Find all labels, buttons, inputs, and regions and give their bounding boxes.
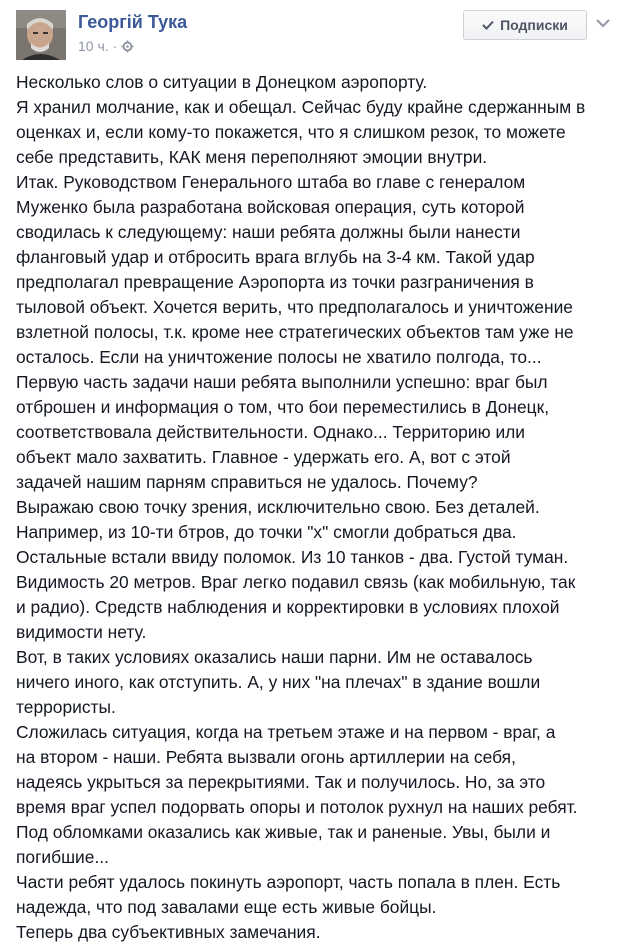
post-text-line: предполагал превращение Аэропорта из точки разграничения в xyxy=(16,272,534,292)
post-text-line: Несколько слов о ситуации в Донецком аэропорту. xyxy=(16,72,428,92)
post-text-line: Например, из 10-ти бтров, до точки "х" смогли добраться два. xyxy=(16,522,517,542)
post-text-line: Выражаю свою точку зрения, исключительно свою. Без деталей. xyxy=(16,497,540,517)
post-text-line: тыловой объект. Хочется верить, что предполагалось и уничтожение xyxy=(16,297,573,317)
post-text-line: Под обломками оказались как живые, так и раненые. Увы, были и xyxy=(16,822,551,842)
post-text-line: погибшие... xyxy=(16,847,109,867)
post-text-line: террористы. xyxy=(16,697,116,717)
post-text-line: отброшен и информация о том, что бои переместились в Донецк, xyxy=(16,397,550,417)
post-text-line: фланговый удар и отбросить врага вглубь на 3-4 км. Такой удар xyxy=(16,247,535,267)
post-timestamp[interactable]: 10 ч. xyxy=(78,38,109,54)
check-icon xyxy=(482,17,494,33)
avatar[interactable] xyxy=(16,10,66,60)
post-text-line: Вот, в таких условиях оказались наши парни. Им не оставалось xyxy=(16,647,533,667)
post-body-text xyxy=(16,70,614,945)
post-header xyxy=(14,10,610,62)
post-text-line: время враг успел подорвать опоры и потолок рухнул на наших ребят. xyxy=(16,797,578,817)
post-text-line: сводилась к следующему: наши ребята должны были нанести xyxy=(16,222,521,242)
post-text-line: Я хранил молчание, как и обещал. Сейчас буду крайне сдержанным в xyxy=(16,97,586,117)
post-text-line: объект мало захватить. Главное - удержать его. А, вот с этой xyxy=(16,447,511,467)
post-text-line: и радио). Средств наблюдения и корректировки в условиях плохой xyxy=(16,597,560,617)
post-text-line: Части ребят удалось покинуть аэропорт, часть попала в плен. Есть xyxy=(16,872,561,892)
post-text-line: взлетной полосы, т.к. кроме нее стратегических объектов там уже не xyxy=(16,322,574,342)
meta-separator: · xyxy=(112,38,118,54)
subscriptions-label: Подписки xyxy=(500,17,568,33)
subscriptions-button[interactable] xyxy=(463,10,587,40)
chevron-down-icon[interactable] xyxy=(592,12,614,34)
post-text-line: Теперь два субъективных замечания. xyxy=(16,922,321,942)
post-text-line: себе представить, КАК меня переполняют эмоции внутри. xyxy=(16,147,488,167)
post-text-line: Остальные встали ввиду поломок. Из 10 танков - два. Густой туман. xyxy=(16,547,569,567)
post-meta xyxy=(78,38,134,56)
avatar-image xyxy=(16,10,66,60)
post-text-line: Видимость 20 метров. Враг легко подавил связь (как мобильную, так xyxy=(16,572,576,592)
author-name[interactable]: Георгій Тука xyxy=(78,12,188,32)
post-text-line: видимости нету. xyxy=(16,622,147,642)
post-text-line: задачей нашим парням справиться не удалось. Почему? xyxy=(16,472,478,492)
post-text-line: соответствовала действительности. Однако... Территорию или xyxy=(16,422,526,442)
post-text-line: надежда, что под завалами еще есть живые бойцы. xyxy=(16,897,437,917)
post-text-line: ничего иного, как отступить. А, у них "на плечах" в здание вошли xyxy=(16,672,541,692)
post-text-line: Итак. Руководством Генерального штаба во главе с генералом xyxy=(16,172,526,192)
post-text-line: Сложилась ситуация, когда на третьем этаже и на первом - враг, а xyxy=(16,722,556,742)
gear-icon[interactable] xyxy=(121,40,134,56)
post-text-line: Муженко была разработана войсковая операция, суть которой xyxy=(16,197,525,217)
post-text-line: оценках и, если кому-то покажется, что я слишком резок, то можете xyxy=(16,122,566,142)
post-text-line: надеясь укрыться за перекрытиями. Так и получилось. Но, за это xyxy=(16,772,546,792)
post-text-line: Первую часть задачи наши ребята выполнили успешно: враг был xyxy=(16,372,548,392)
post-text-line: на втором - наши. Ребята вызвали огонь артиллерии на себя, xyxy=(16,747,516,767)
post-text-line: осталось. Если на уничтожение полосы не хватило полгода, то... xyxy=(16,347,542,367)
